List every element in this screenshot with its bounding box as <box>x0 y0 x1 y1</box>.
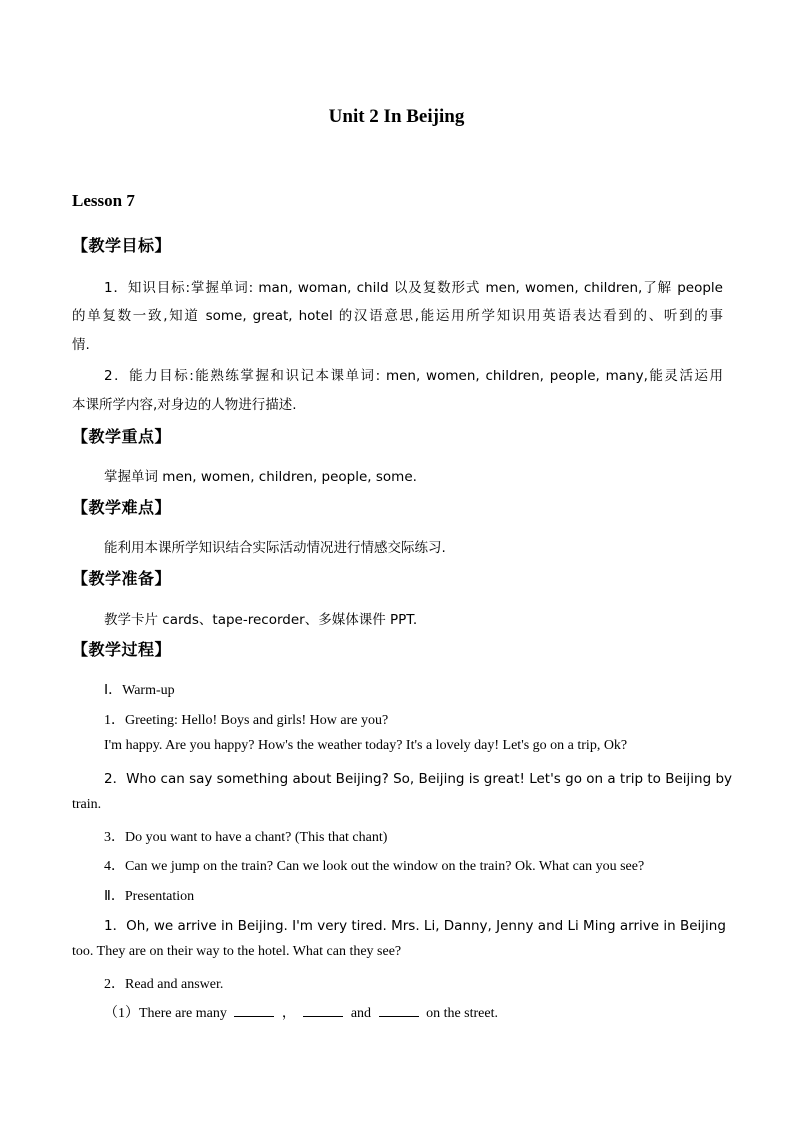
section-objectives: 【教学目标】 <box>72 236 172 255</box>
difficulties-text: 能利用本课所学知识结合实际活动情况进行情感交际练习. <box>104 540 446 556</box>
presentation-1-line-2: too. They are on their way to the hotel. What can they see? <box>72 944 402 959</box>
presentation-2: 2．Read and answer. <box>104 977 224 992</box>
question-1-comma: ， <box>281 1006 296 1021</box>
step-4: 4．Can we jump on the train? Can we look out the window on the train? Ok. What can you see? <box>104 859 645 874</box>
lesson-heading: Lesson 7 <box>72 191 135 210</box>
question-1-suffix: on the street. <box>426 1006 498 1021</box>
answer-blank-1[interactable] <box>234 1006 274 1017</box>
answer-blank-2[interactable] <box>303 1006 343 1017</box>
objective-1-line-3: 情. <box>72 337 90 353</box>
key-points-text: 掌握单词 men, women, children, people, some. <box>104 469 417 485</box>
step-1: 1．Greeting: Hello! Boys and girls! How are you? <box>104 713 389 728</box>
section-difficulties: 【教学难点】 <box>72 498 172 517</box>
objective-2-line-2: 本课所学内容,对身边的人物进行描述. <box>72 397 297 413</box>
page-title: Unit 2 In Beijing <box>328 106 465 127</box>
step-3: 3．Do you want to have a chant? (This that chant) <box>104 830 388 845</box>
answer-blank-3[interactable] <box>379 1006 419 1017</box>
question-1-and: and <box>350 1006 372 1021</box>
presentation-1-line-1: 1．Oh, we arrive in Beijing. I'm very tired. Mrs. Li, Danny, Jenny and Li Ming arrive in Beijing <box>104 918 726 934</box>
step-2-line-2: train. <box>72 797 102 812</box>
part-2-heading: Ⅱ．Presentation <box>104 889 195 904</box>
section-process: 【教学过程】 <box>72 640 172 659</box>
section-preparation: 【教学准备】 <box>72 569 172 588</box>
objective-1-line-2: 的单复数一致,知道 some, great, hotel 的汉语意思,能运用所学知识用英语表达看到的、听到的事 <box>72 308 723 324</box>
part-1-heading: Ⅰ．Warm-up <box>104 683 175 698</box>
step-2-line-1: 2．Who can say something about Beijing? So, Beijing is great! Let's go on a trip to Beijing by <box>104 771 733 787</box>
question-1 <box>104 1002 498 1022</box>
objective-1-line-1: 1．知识目标:掌握单词: man, woman, child 以及复数形式 men, women, children,了解 people <box>104 280 723 296</box>
objective-2-line-1: 2．能力目标:能熟练掌握和识记本课单词: men, women, children, people, many,能灵活运用 <box>104 368 723 384</box>
section-key-points: 【教学重点】 <box>72 427 172 446</box>
step-1-continued: I'm happy. Are you happy? How's the weather today? It's a lovely day! Let's go on a trip, Ok? <box>104 738 628 753</box>
question-1-prefix: （1）There are many <box>104 1006 227 1021</box>
preparation-text: 教学卡片 cards、tape-recorder、多媒体课件 PPT. <box>104 612 418 628</box>
